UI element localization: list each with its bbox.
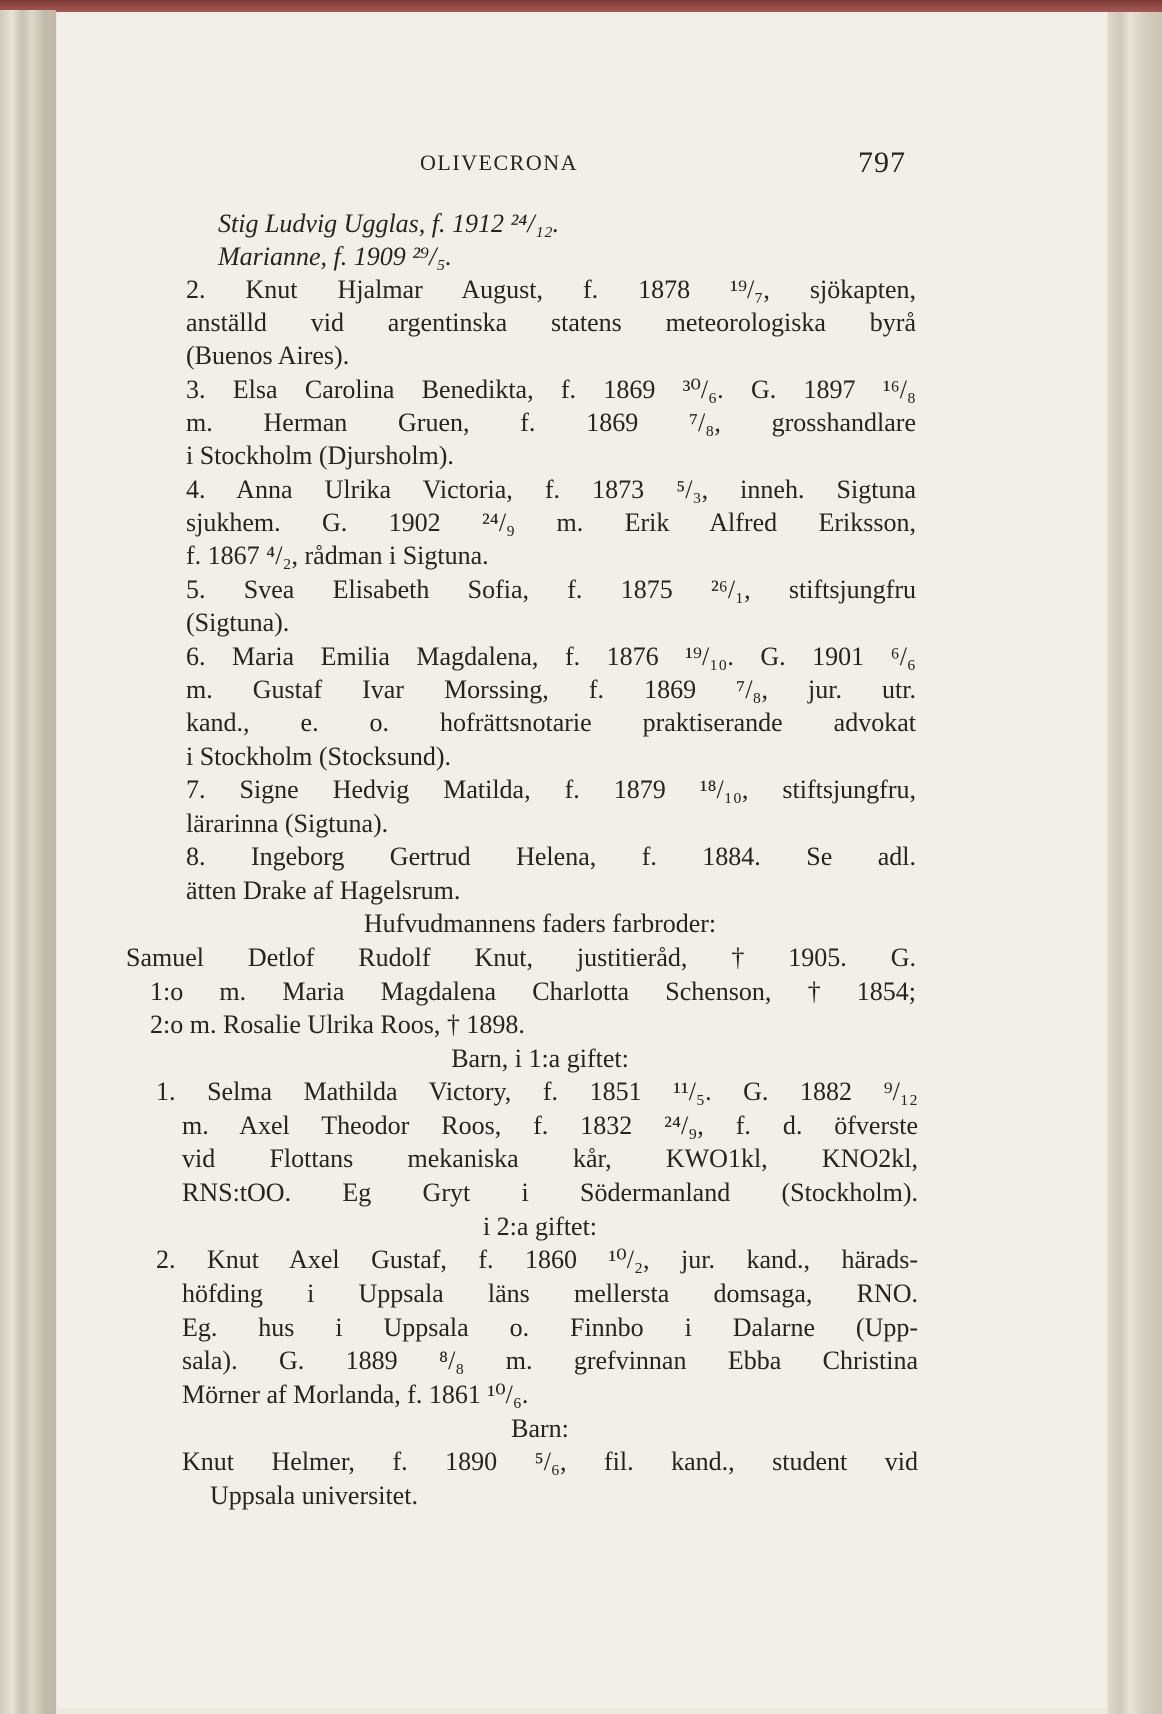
text-line: i 2:a giftet:	[482, 1212, 598, 1241]
text-line: Hufvudmannens faders farbroder:	[363, 909, 717, 938]
text-line: f. 1867 ⁴/₂, rådman i Sigtuna.	[186, 541, 489, 570]
text-line: Eg. hus i Uppsala o. Finnbo i Dalarne (Upp-	[182, 1313, 918, 1342]
text-line: i Stockholm (Djursholm).	[186, 441, 454, 470]
text-line: Uppsala universitet.	[210, 1481, 418, 1510]
book-gutter	[0, 10, 56, 1714]
text-line: i Stockholm (Stocksund).	[186, 742, 452, 771]
text-line: 2. Knut Hjalmar August, f. 1878 ¹⁹/₇, sjökapten,	[186, 275, 916, 304]
text-line: Stig Ludvig Ugglas, f. 1912 ²⁴/₁₂.	[218, 209, 560, 238]
text-line: Barn, i 1:a giftet:	[451, 1044, 629, 1073]
text-line: 6. Maria Emilia Magdalena, f. 1876 ¹⁹/₁₀. G. 1901 ⁶/₆	[186, 642, 916, 671]
text-line: vid Flottans mekaniska kår, KWO1kl, KNO2kl,	[182, 1144, 918, 1173]
text-line: (Buenos Aires).	[186, 341, 350, 370]
text-line: 2. Knut Axel Gustaf, f. 1860 ¹⁰/₂, jur. kand., härads-	[156, 1245, 918, 1274]
text-line: 5. Svea Elisabeth Sofia, f. 1875 ²⁶/₁, stiftsjungfru	[186, 575, 916, 604]
running-header	[0, 148, 1162, 188]
book-top-edge	[0, 0, 1162, 12]
text-line: Knut Helmer, f. 1890 ⁵/₆, fil. kand., student vid	[182, 1447, 918, 1476]
text-line: höfding i Uppsala läns mellersta domsaga, RNO.	[182, 1279, 918, 1308]
text-line: sala). G. 1889 ⁸/₈ m. grefvinnan Ebba Christina	[182, 1346, 918, 1375]
text-line: sjukhem. G. 1902 ²⁴/₉ m. Erik Alfred Eriksson,	[186, 508, 916, 537]
text-line: 3. Elsa Carolina Benedikta, f. 1869 ³⁰/₆. G. 1897 ¹⁶/₈	[186, 375, 916, 404]
text-line: 1. Selma Mathilda Victory, f. 1851 ¹¹/₅. G. 1882 ⁹/₁₂	[156, 1077, 918, 1106]
text-line: 8. Ingeborg Gertrud Helena, f. 1884. Se adl.	[186, 842, 916, 871]
text-line: m. Gustaf Ivar Morssing, f. 1869 ⁷/₈, jur. utr.	[186, 675, 916, 704]
text-line: ätten Drake af Hagelsrum.	[186, 876, 461, 905]
text-line: 1:o m. Maria Magdalena Charlotta Schenson, † 1854;	[150, 977, 916, 1006]
text-line: Marianne, f. 1909 ²⁹/₅.	[218, 242, 452, 271]
text-line: Samuel Detlof Rudolf Knut, justitieråd, † 1905. G.	[126, 943, 916, 972]
text-line: anställd vid argentinska statens meteorologiska byrå	[186, 308, 916, 337]
text-line: 4. Anna Ulrika Victoria, f. 1873 ⁵/₃, inneh. Sigtuna	[186, 475, 916, 504]
text-line: m. Herman Gruen, f. 1869 ⁷/₈, grosshandlare	[186, 408, 916, 437]
text-line: 7. Signe Hedvig Matilda, f. 1879 ¹⁸/₁₀, stiftsjungfru,	[186, 775, 916, 804]
text-line: (Sigtuna).	[186, 608, 290, 637]
text-line: RNS:tOO. Eg Gryt i Södermanland (Stockholm).	[182, 1178, 918, 1207]
page-fore-edge	[1108, 12, 1162, 1714]
text-line: Mörner af Morlanda, f. 1861 ¹⁰/₆.	[182, 1380, 529, 1409]
running-head-title: OLIVECRONA	[420, 150, 578, 175]
text-line: m. Axel Theodor Roos, f. 1832 ²⁴/₉, f. d. öfverste	[182, 1111, 918, 1140]
text-line: lärarinna (Sigtuna).	[186, 809, 389, 838]
text-line: kand., e. o. hofrättsnotarie praktiserande advokat	[186, 708, 916, 737]
text-line: 2:o m. Rosalie Ulrika Roos, † 1898.	[150, 1010, 525, 1039]
text-line: Barn:	[511, 1414, 569, 1443]
page-number: 797	[858, 146, 906, 179]
